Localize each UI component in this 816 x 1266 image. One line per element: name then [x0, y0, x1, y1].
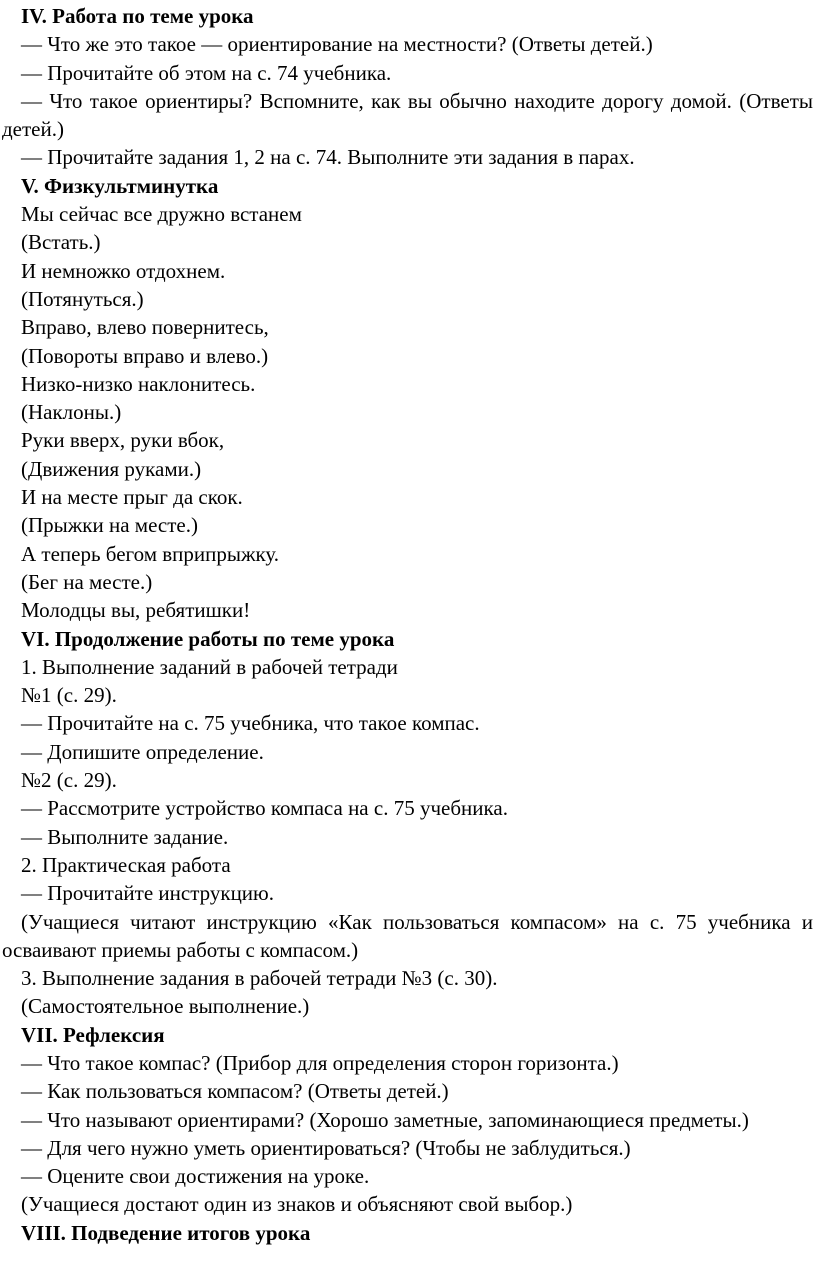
poem-line: И немножко отдохнем. — [21, 258, 226, 283]
paragraph: — Прочитайте на с. 75 учебника, что такое компас. — [21, 711, 480, 736]
paragraph: — Рассмотрите устройство компаса на с. 75 учебника. — [21, 796, 508, 821]
paragraph: — Прочитайте об этом на с. 74 учебника. — [21, 60, 392, 85]
paragraph: — Что же это такое — ориентирование на местности? (Ответы детей.) — [21, 32, 653, 57]
section-heading: VII. Рефлексия — [21, 1022, 165, 1047]
paragraph: — Оцените свои достижения на уроке. — [21, 1164, 370, 1189]
paragraph: №1 (с. 29). — [21, 683, 117, 708]
paragraph: (Учащиеся достают один из знаков и объясняют свой выбор.) — [21, 1192, 573, 1217]
poem-line: (Прыжки на месте.) — [21, 513, 198, 538]
poem-line: (Наклоны.) — [21, 400, 122, 425]
poem-line: И на месте прыг да скок. — [21, 485, 243, 510]
paragraph: 2. Практическая работа — [21, 852, 231, 877]
poem-line: Руки вверх, руки вбок, — [21, 428, 225, 453]
paragraph: — Для чего нужно уметь ориентироваться? (Чтобы не заблудиться.) — [21, 1135, 631, 1160]
section-heading: V. Физкультминутка — [21, 173, 219, 198]
poem-line: (Потянуться.) — [21, 286, 144, 311]
poem-line: (Встать.) — [21, 230, 101, 255]
section-heading: VI. Продолжение работы по теме урока — [21, 626, 395, 651]
paragraph: 3. Выполнение задания в рабочей тетради №3 (с. 30). — [21, 966, 498, 991]
paragraph: — Что называют ориентирами? (Хорошо заметные, запоминающиеся предметы.) — [21, 1107, 749, 1132]
paragraph: — Прочитайте задания 1, 2 на с. 74. Выполните эти задания в парах. — [21, 145, 635, 170]
poem-line: (Повороты вправо и влево.) — [21, 343, 269, 368]
paragraph: (Учащиеся читают инструкцию «Как пользоваться компасом» на с. 75 учебника и осваивают приемы работы с компасом.) — [2, 909, 813, 962]
paragraph: — Прочитайте инструкцию. — [21, 881, 274, 906]
paragraph: 1. Выполнение заданий в рабочей тетради — [21, 654, 398, 679]
poem-line: А теперь бегом вприпрыжку. — [21, 541, 280, 566]
section-heading: VIII. Подведение итогов урока — [21, 1220, 311, 1245]
section-heading: IV. Работа по теме урока — [21, 4, 254, 28]
poem-line: Мы сейчас все дружно встанем — [21, 202, 302, 227]
paragraph: (Самостоятельное выполнение.) — [21, 994, 310, 1019]
paragraph: — Что такое ориентиры? Вспомните, как вы обычно находите дорогу домой. (Ответы детей.) — [2, 88, 813, 142]
poem-line: (Движения руками.) — [21, 456, 202, 481]
paragraph: — Допишите определение. — [21, 739, 264, 764]
paragraph: — Выполните задание. — [21, 824, 229, 849]
paragraph: — Как пользоваться компасом? (Ответы детей.) — [21, 1079, 449, 1104]
poem-line: Вправо, влево повернитесь, — [21, 315, 269, 340]
poem-line: (Бег на месте.) — [21, 569, 153, 594]
poem-line: Молодцы вы, ребятишки! — [21, 598, 251, 623]
poem-line: Низко-низко наклонитесь. — [21, 371, 256, 396]
paragraph: — Что такое компас? (Прибор для определения сторон горизонта.) — [21, 1050, 619, 1075]
paragraph: №2 (с. 29). — [21, 768, 117, 793]
